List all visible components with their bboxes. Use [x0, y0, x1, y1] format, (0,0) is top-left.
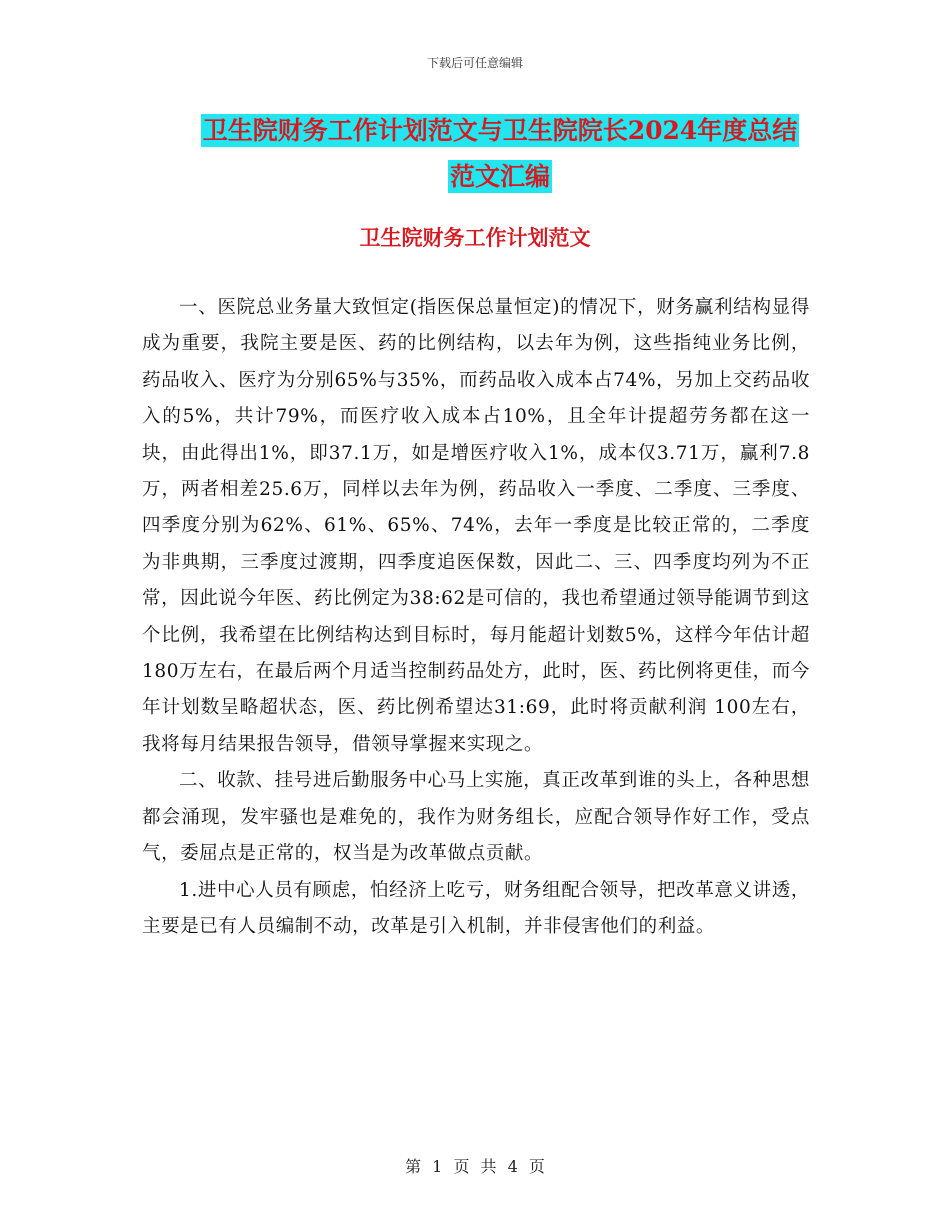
- paragraph-2: 二、收款、挂号进后勤服务中心马上实施，真正改革到谁的头上，各种思想都会涌现，发牢骚也是难免的，我作为财务组长，应配合领导作好工作，受点气，委屈点是正常的，权当是为改革做点贡献。: [142, 770, 810, 865]
- document-body: [142, 290, 810, 945]
- paragraph-1: 一、医院总业务量大致恒定(指医保总量恒定)的情况下，财务赢利结构显得成为重要，我院主要是医、药的比例结构，以去年为例，这些指纯业务比例，药品收入、医疗为分别65%与35%，而药品收入成本占74%，另加上交药品收入的5%，共计79%，而医疗收入成本占10%，且全年计提超劳务都在这一块，由此得出1%，即37.1万，如是增医疗收入1%，成本仅3.71万，赢利7.8万，两者相差25.6万，同样以去年为例，药品收入一季度、二季度、三季度、四季度分别为62%、61%、65%、74%，去年一季度是比较正常的，二季度为非典期，三季度过渡期，四季度追医保数，因此二、三、四季度均列为不正常，因此说今年医、药比例定为38:62是可信的，我也希望通过领导能调节到这个比例，我希望在比例结构达到目标时，每月能超计划数5%，这样今年估计超180万左右，在最后两个月适当控制药品处方，此时，医、药比例将更佳，而今年计划数呈略超状态，医、药比例希望达31:69，此时将贡献利润 100左右，我将每月结果报告领导，借领导掌握来实现之。: [142, 297, 810, 755]
- title-line-2: 范文汇编: [449, 162, 550, 191]
- page-footer: 第 1 页 共 4 页: [405, 1157, 545, 1176]
- document-title: [140, 108, 860, 200]
- paragraph-3: 1.进中心人员有顾虑，怕经济上吃亏，财务组配合领导，把改革意义讲透，主要是已有人员编制不动，改革是引入机制，并非侵害他们的利益。: [142, 879, 810, 937]
- title-line-1: 卫生院财务工作计划范文与卫生院院长2024年度总结: [202, 116, 798, 145]
- header-note: 下载后可任意编辑: [426, 56, 523, 70]
- section-title: 卫生院财务工作计划范文: [359, 225, 591, 250]
